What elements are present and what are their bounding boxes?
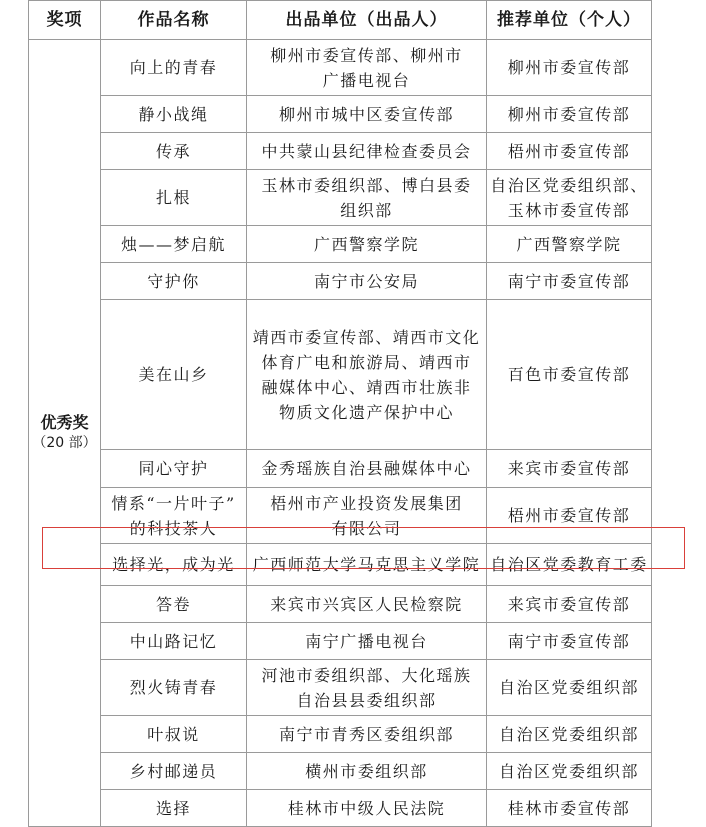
work-name-cell-line: 答卷 bbox=[155, 594, 191, 614]
producer-cell bbox=[247, 96, 487, 133]
producer-cell-line: 广西师范大学马克思主义学院 bbox=[252, 555, 481, 574]
recommender-cell bbox=[487, 544, 652, 586]
producer-cell bbox=[247, 753, 487, 790]
table-row bbox=[29, 586, 652, 623]
producer-cell bbox=[247, 586, 487, 623]
table-row bbox=[29, 40, 652, 96]
work-name-cell-line: 静小战绳 bbox=[138, 104, 209, 124]
table-row bbox=[29, 660, 652, 716]
recommender-cell-line: 梧州市委宣传部 bbox=[507, 141, 631, 161]
table-row bbox=[29, 226, 652, 263]
producer-cell-line: 组织部 bbox=[340, 200, 393, 220]
table-row bbox=[29, 790, 652, 827]
table-row bbox=[29, 300, 652, 450]
work-name-cell bbox=[101, 170, 247, 226]
work-name-cell-line: 传承 bbox=[155, 141, 191, 161]
producer-cell bbox=[247, 623, 487, 660]
recommender-cell-line: 广西警察学院 bbox=[516, 234, 622, 254]
producer-cell bbox=[247, 660, 487, 716]
table-row bbox=[29, 133, 652, 170]
producer-cell bbox=[247, 133, 487, 170]
work-name-cell bbox=[101, 753, 247, 790]
recommender-cell-line: 柳州市委宣传部 bbox=[507, 104, 631, 124]
work-name-cell bbox=[101, 133, 247, 170]
work-name-cell-line: 乡村邮递员 bbox=[129, 761, 218, 781]
producer-cell bbox=[247, 450, 487, 488]
producer-cell-line: 金秀瑶族自治县融媒体中心 bbox=[261, 459, 472, 478]
award-category-name: 优秀奖 bbox=[40, 413, 89, 432]
producer-cell-line: 梧州市产业投资发展集团 bbox=[270, 493, 463, 513]
work-name-cell bbox=[101, 226, 247, 263]
award-category-cell bbox=[29, 40, 101, 827]
table-row bbox=[29, 488, 652, 544]
work-name-cell-line: 的科技茶人 bbox=[129, 518, 218, 538]
work-name-cell-line: 同心守护 bbox=[138, 459, 209, 478]
recommender-cell bbox=[487, 170, 652, 226]
producer-cell-line: 来宾市兴宾区人民检察院 bbox=[270, 594, 463, 614]
work-name-cell-line: 向上的青春 bbox=[129, 58, 218, 77]
producer-cell bbox=[247, 40, 487, 96]
producer-cell-line: 柳州市委宣传部、柳州市 bbox=[270, 45, 463, 65]
table-row bbox=[29, 716, 652, 753]
table-row bbox=[29, 96, 652, 133]
recommender-cell bbox=[487, 96, 652, 133]
recommender-cell bbox=[487, 226, 652, 263]
producer-cell-line: 中共蒙山县纪律检查委员会 bbox=[261, 141, 472, 161]
work-name-cell bbox=[101, 586, 247, 623]
producer-cell bbox=[247, 488, 487, 544]
work-name-cell bbox=[101, 488, 247, 544]
producer-cell-line: 有限公司 bbox=[331, 518, 402, 538]
producer-cell bbox=[247, 300, 487, 450]
work-name-cell-line: 中山路记忆 bbox=[129, 631, 218, 651]
producer-cell-line: 物质文化遗产保护中心 bbox=[278, 402, 454, 422]
header-recommender: 推荐单位（个人） bbox=[487, 1, 652, 40]
table-row bbox=[29, 170, 652, 226]
recommender-cell-line: 梧州市委宣传部 bbox=[507, 506, 631, 525]
producer-cell-line: 靖西市委宣传部、靖西市文化 bbox=[252, 327, 481, 347]
recommender-cell-line: 来宾市委宣传部 bbox=[507, 594, 631, 614]
table-row bbox=[29, 623, 652, 660]
recommender-cell-line: 南宁市委宣传部 bbox=[507, 631, 631, 651]
work-name-cell bbox=[101, 623, 247, 660]
recommender-cell-line: 来宾市委宣传部 bbox=[507, 459, 631, 478]
work-name-cell-line: 美在山乡 bbox=[138, 365, 209, 384]
recommender-cell-line: 自治区党委组织部、 bbox=[490, 175, 648, 195]
producer-cell-line: 玉林市委组织部、博白县委 bbox=[261, 175, 472, 195]
work-name-cell bbox=[101, 40, 247, 96]
work-name-cell bbox=[101, 716, 247, 753]
producer-cell-line: 河池市委组织部、大化瑶族 bbox=[261, 665, 472, 685]
producer-cell-line: 体育广电和旅游局、靖西市 bbox=[261, 352, 472, 372]
producer-cell bbox=[247, 544, 487, 586]
work-name-cell bbox=[101, 300, 247, 450]
recommender-cell bbox=[487, 790, 652, 827]
table-row bbox=[29, 544, 652, 586]
work-name-cell-line: 守护你 bbox=[147, 271, 200, 291]
producer-cell bbox=[247, 263, 487, 300]
recommender-cell bbox=[487, 300, 652, 450]
producer-cell-line: 南宁市公安局 bbox=[313, 271, 419, 291]
header-row bbox=[29, 1, 652, 40]
table-row bbox=[29, 753, 652, 790]
producer-cell-line: 桂林市中级人民法院 bbox=[287, 798, 446, 818]
recommender-cell-line: 百色市委宣传部 bbox=[507, 365, 631, 384]
header-work-name: 作品名称 bbox=[101, 1, 247, 40]
recommender-cell bbox=[487, 716, 652, 753]
producer-cell-line: 广西警察学院 bbox=[313, 234, 419, 254]
recommender-cell-line: 自治区党委组织部 bbox=[498, 678, 639, 697]
producer-cell-line: 广播电视台 bbox=[322, 70, 411, 90]
recommender-cell bbox=[487, 586, 652, 623]
work-name-cell bbox=[101, 450, 247, 488]
recommender-cell-line: 柳州市委宣传部 bbox=[507, 58, 631, 77]
producer-cell-line: 南宁广播电视台 bbox=[305, 631, 428, 651]
recommender-cell-line: 玉林市委宣传部 bbox=[507, 200, 631, 220]
recommender-cell-line: 桂林市委宣传部 bbox=[507, 798, 631, 818]
work-name-cell-line: 情系“一片叶子” bbox=[111, 493, 236, 513]
header-award: 奖项 bbox=[29, 1, 101, 40]
work-name-cell-line: 扎根 bbox=[155, 188, 191, 207]
recommender-cell bbox=[487, 753, 652, 790]
recommender-cell bbox=[487, 450, 652, 488]
award-table bbox=[28, 0, 652, 827]
work-name-cell bbox=[101, 544, 247, 586]
header-producer: 出品单位（出品人） bbox=[247, 1, 487, 40]
recommender-cell bbox=[487, 623, 652, 660]
work-name-cell bbox=[101, 790, 247, 827]
recommender-cell bbox=[487, 263, 652, 300]
award-category-count: （20 部） bbox=[32, 435, 97, 451]
recommender-cell-line: 自治区党委教育工委 bbox=[490, 555, 648, 574]
recommender-cell-line: 自治区党委组织部 bbox=[498, 724, 639, 744]
producer-cell-line: 南宁市青秀区委组织部 bbox=[278, 724, 454, 744]
work-name-cell bbox=[101, 96, 247, 133]
recommender-cell bbox=[487, 488, 652, 544]
recommender-cell bbox=[487, 40, 652, 96]
producer-cell bbox=[247, 226, 487, 263]
recommender-cell bbox=[487, 133, 652, 170]
producer-cell bbox=[247, 716, 487, 753]
producer-cell-line: 柳州市城中区委宣传部 bbox=[278, 104, 454, 124]
work-name-cell-line: 烛——梦启航 bbox=[120, 234, 226, 254]
recommender-cell-line: 自治区党委组织部 bbox=[498, 761, 639, 781]
table-row bbox=[29, 263, 652, 300]
work-name-cell-line: 选择 bbox=[155, 798, 191, 818]
recommender-cell-line: 南宁市委宣传部 bbox=[507, 271, 631, 291]
producer-cell-line: 融媒体中心、靖西市壮族非 bbox=[261, 377, 472, 397]
work-name-cell bbox=[101, 263, 247, 300]
work-name-cell-line: 烈火铸青春 bbox=[129, 678, 218, 697]
table-row bbox=[29, 450, 652, 488]
producer-cell-line: 自治县县委组织部 bbox=[296, 690, 437, 710]
work-name-cell bbox=[101, 660, 247, 716]
table-body bbox=[29, 40, 652, 827]
producer-cell-line: 横州市委组织部 bbox=[305, 761, 428, 781]
recommender-cell bbox=[487, 660, 652, 716]
producer-cell bbox=[247, 790, 487, 827]
work-name-cell-line: 选择光，成为光 bbox=[112, 555, 235, 574]
producer-cell bbox=[247, 170, 487, 226]
work-name-cell-line: 叶叔说 bbox=[147, 724, 200, 744]
